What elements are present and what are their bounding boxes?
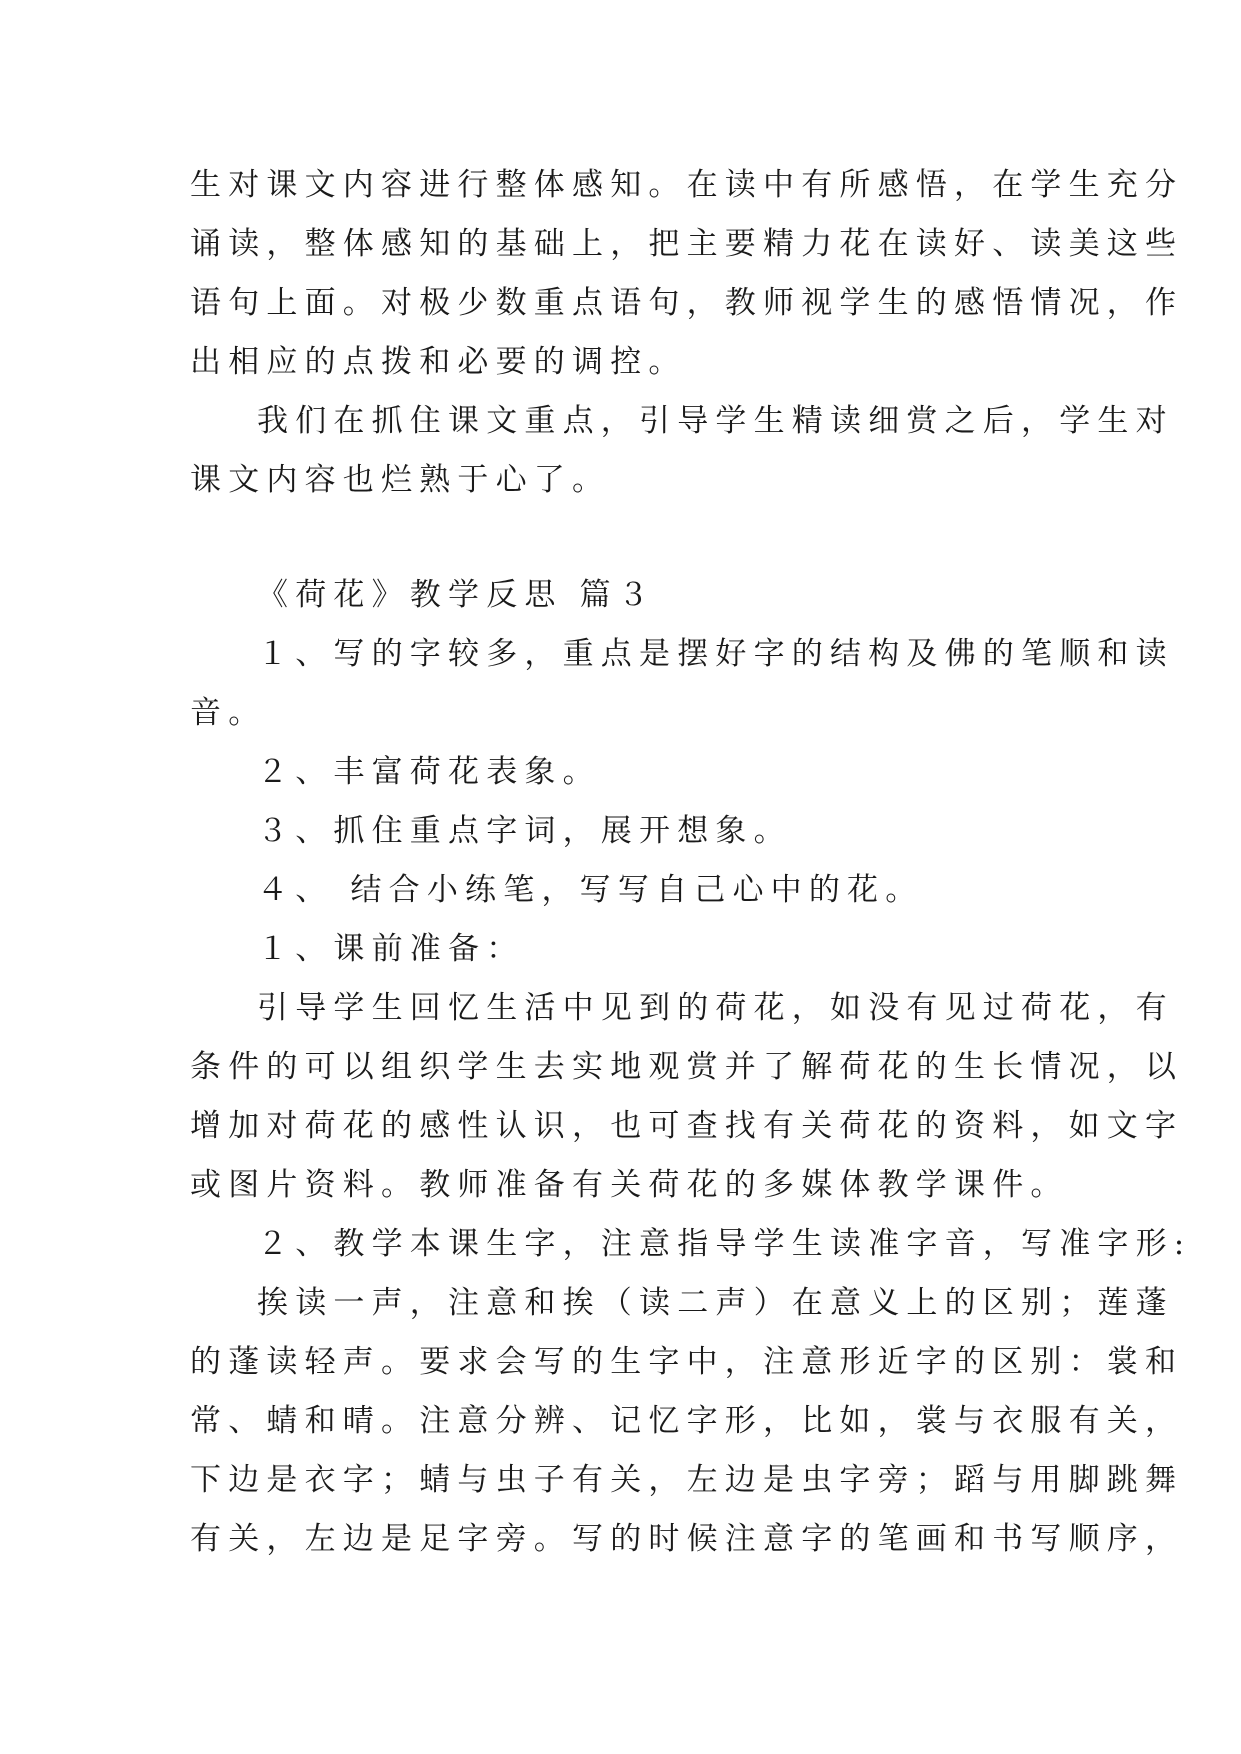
paragraph-line: 我们在抓住课文重点，引导学生精读细赏之后，学生对: [257, 403, 1174, 439]
paragraph-line: 课文内容也烂熟于心了。: [190, 462, 611, 498]
paragraph-line: 诵读，整体感知的基础上，把主要精力花在读好、读美这些: [190, 226, 1184, 262]
paragraph-line: 条件的可以组织学生去实地观赏并了解荷花的生长情况，以: [190, 1049, 1184, 1085]
paragraph-line: 语句上面。对极少数重点语句，教师视学生的感悟情况，作: [190, 285, 1184, 321]
paragraph-line: 增加对荷花的感性认识，也可查找有关荷花的资料，如文字: [190, 1108, 1184, 1144]
paragraph-line: 的蓬读轻声。要求会写的生字中，注意形近字的区别：裳和: [190, 1344, 1184, 1380]
paragraph-line: 或图片资料。教师准备有关荷花的多媒体教学课件。: [190, 1167, 1069, 1203]
paragraph-line: 生对课文内容进行整体感知。在读中有所感悟，在学生充分: [190, 167, 1184, 203]
paragraph-line: 引导学生回忆生活中见到的荷花，如没有见过荷花，有: [257, 990, 1174, 1026]
paragraph-line: 出相应的点拨和必要的调控。: [190, 344, 687, 380]
paragraph-line: 音。: [190, 695, 267, 731]
list-item: １、写的字较多，重点是摆好字的结构及佛的笔顺和读: [257, 636, 1174, 672]
list-item: ２、丰富荷花表象。: [257, 754, 601, 790]
paragraph-line: 下边是衣字；蜻与虫子有关，左边是虫字旁；蹈与用脚跳舞: [190, 1462, 1184, 1498]
list-item: ２、教学本课生字，注意指导学生读准字音，写准字形:: [257, 1226, 1192, 1262]
paragraph-line: 常、蜻和晴。注意分辨、记忆字形，比如，裳与衣服有关，: [190, 1403, 1184, 1439]
list-item: ４、 结合小练笔，写写自己心中的花。: [257, 872, 924, 908]
paragraph-line: 挨读一声，注意和挨（读二声）在意义上的区别；莲蓬: [257, 1285, 1174, 1321]
section-heading: 《荷花》教学反思 篇３: [257, 577, 657, 613]
list-item: １、课前准备：: [257, 931, 525, 967]
paragraph-line: 有关，左边是足字旁。写的时候注意字的笔画和书写顺序，: [190, 1521, 1184, 1557]
list-item: ３、抓住重点字词，展开想象。: [257, 813, 792, 849]
